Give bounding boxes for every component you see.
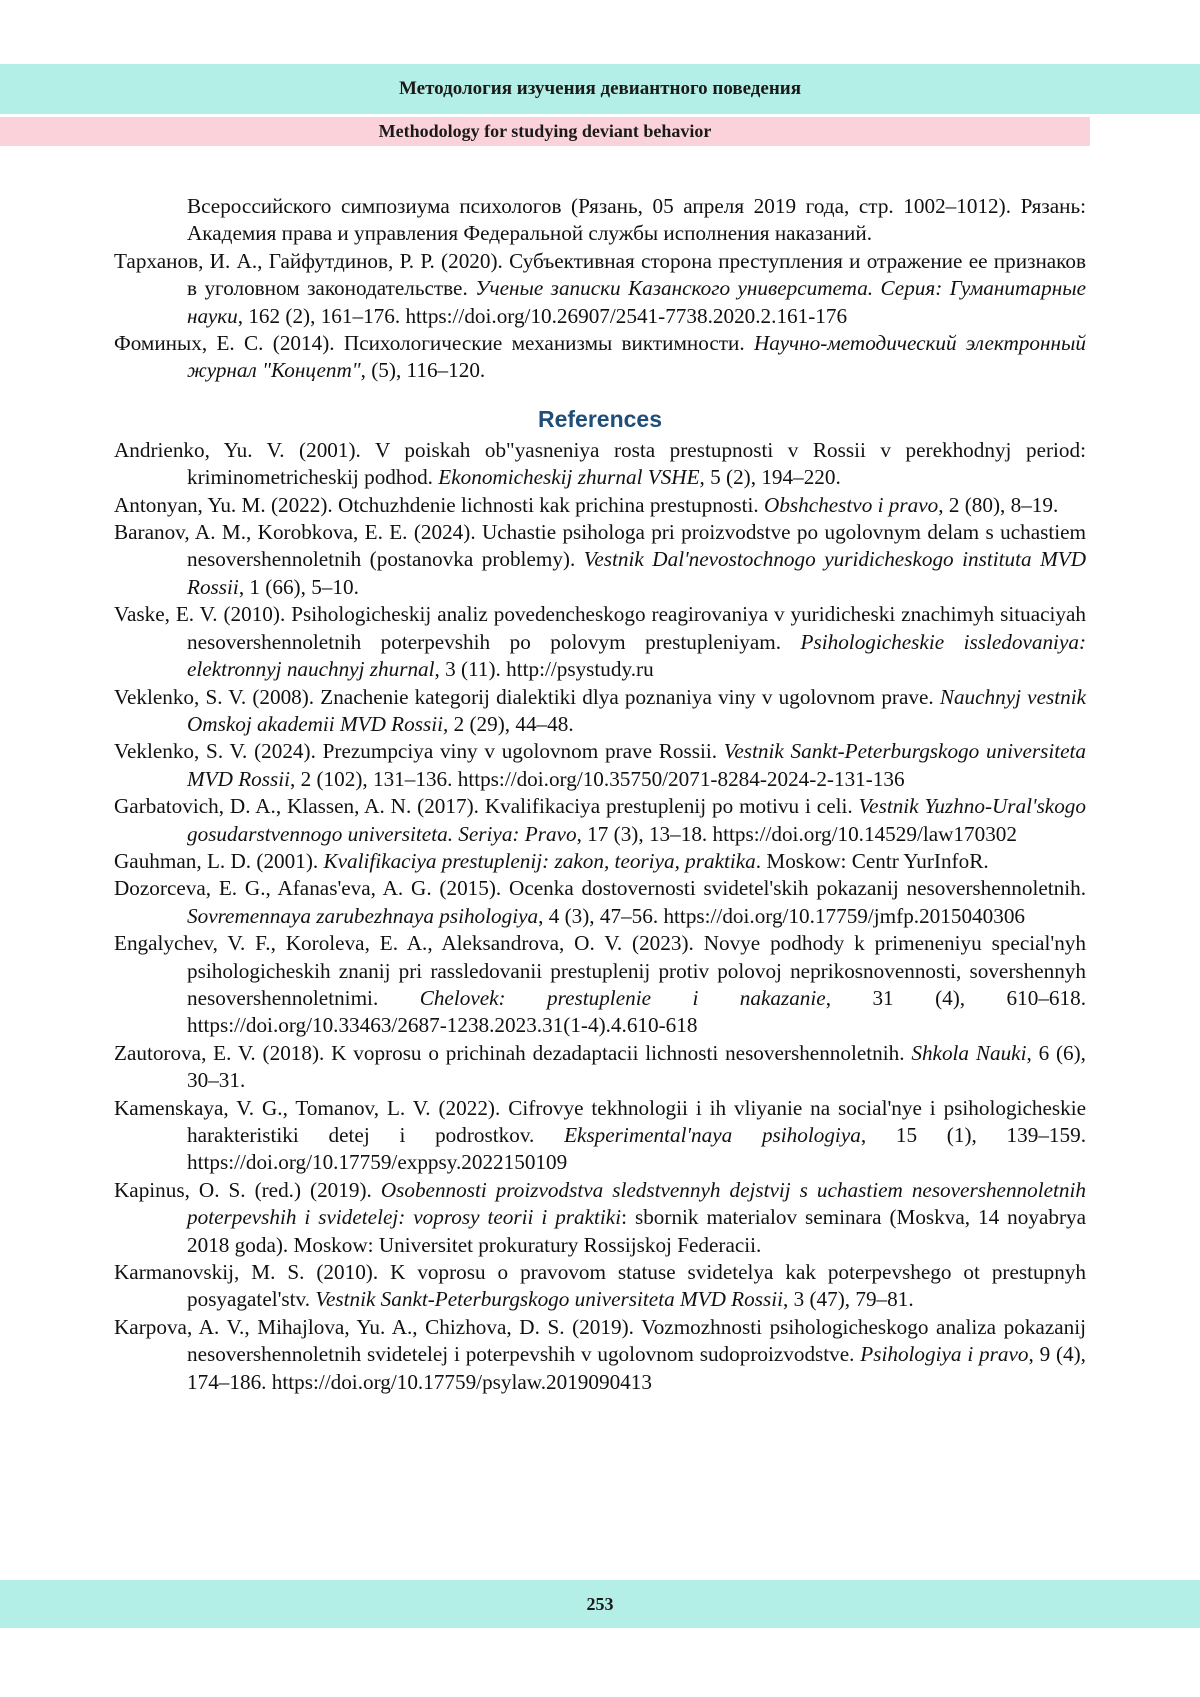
references-heading: References: [537, 405, 663, 432]
reference-details: , (5), 116–120.: [360, 358, 486, 383]
reference-details: , 15 (1), 139–159. https://doi.org/10.17759/exppsy.2022150109: [187, 1123, 1086, 1175]
page-body: [114, 193, 1086, 1396]
reference-details: , 2 (102), 131–136. https://doi.org/10.35750/2071-8284-2024-2-131-136: [290, 766, 905, 791]
reference-details: , 162 (2), 161–176. https://doi.org/10.26907/2541-7738.2020.2.161-176: [237, 303, 848, 328]
reference-details: , 6 (6), 30–31.: [187, 1040, 1086, 1093]
reference-entry: [114, 1177, 1086, 1259]
reference-source: Vestnik Sankt-Peterburgskogo universiteta MVD Rossii: [315, 1287, 783, 1312]
reference-authors: Garbatovich, D. A., Klassen, A. N. (2017). Kvalifikaciya prestuplenij po motivu i celi.: [114, 794, 859, 819]
reference-authors: Gauhman, L. D. (2001).: [114, 848, 324, 873]
reference-authors: Baranov, A. M., Korobkova, E. E. (2024). Uchastie psihologa pri proizvodstve po ugolovnym delam s uchastiem nesovershennoletnih (postanovka problemy).: [114, 520, 1086, 572]
reference-entry: [114, 793, 1086, 848]
russian-reference-list: [114, 248, 1086, 385]
reference-authors: Karpova, A. V., Mihajlova, Yu. A., Chizhova, D. S. (2019). Vozmozhnosti psihologicheskogo analiza pokazanij nesovershennoletnih svidetelej i poterpevshih v ugolovnom sudoproizvodstve.: [114, 1314, 1086, 1367]
reference-entry: [114, 848, 1086, 875]
page-number: 253: [586, 1593, 614, 1614]
reference-entry: [114, 437, 1086, 492]
reference-details: , 5 (2), 194–220.: [699, 465, 841, 490]
reference-source: Psihologicheskie issledovaniya: elektronnyj nauchnyj zhurnal: [187, 629, 1086, 682]
reference-details: , 2 (29), 44–48.: [442, 711, 574, 736]
reference-source: Научно-методический электронный журнал "Концепт": [187, 331, 1086, 383]
reference-entry: [114, 875, 1086, 930]
reference-authors: Тарханов, И. А., Гайфутдинов, Р. Р. (2020). Субъективная сторона преступления и отражение ее признаков в уголовном законодательстве.: [114, 248, 1086, 301]
reference-source: Osobennosti proizvodstva sledstvennyh dejstvij s uchastiem nesovershennoletnih poterpevshih i svidetelej: voprosy teorii i praktiki: [187, 1177, 1086, 1230]
reference-authors: Antonyan, Yu. M. (2022). Otchuzhdenie lichnosti kak prichina prestupnosti.: [114, 492, 765, 517]
footer-band: [0, 1580, 1200, 1628]
reference-details: , 17 (3), 13–18. https://doi.org/10.14529/law170302: [576, 821, 1017, 846]
reference-authors: Фоминых, Е. С. (2014). Психологические механизмы виктимности.: [114, 331, 754, 356]
reference-entry: [114, 330, 1086, 385]
section-title-russian: Методология изучения девиантного поведения: [398, 78, 802, 99]
reference-source: Obshchestvo i pravo: [764, 492, 939, 517]
continued-reference-text: Всероссийского симпозиума психологов (Рязань, 05 апреля 2019 года, стр. 1002–1012). Рязань: Академия права и управления Федеральной службы исполнения наказаний.: [187, 194, 1086, 246]
reference-entry: [114, 248, 1086, 330]
reference-source: Nauchnyj vestnik Omskoj akademii MVD Rossii: [187, 684, 1086, 736]
reference-source: Kvalifikaciya prestuplenij: zakon, teoriya, praktika: [323, 848, 756, 873]
reference-source: Sovremennaya zarubezhnaya psihologiya: [187, 903, 539, 928]
reference-authors: Andrienko, Yu. V. (2001). V poiskah ob"yasneniya rosta prestupnosti v Rossii v perekhodnyj period: kriminometricheskij podhod.: [114, 437, 1086, 490]
reference-source: Ученые записки Казанского университета. Серия: Гуманитарные науки: [187, 276, 1086, 328]
header-band-russian: [0, 64, 1200, 114]
reference-authors: Vaske, E. V. (2010). Psihologicheskij analiz povedencheskogo reagirovaniya v yuridicheski znachimyh situaciyah nesovershennoletnih poterpevshih po polovym prestupleniyam.: [114, 602, 1086, 654]
reference-entry: [114, 930, 1086, 1040]
reference-authors: Dozorceva, E. G., Afanas'eva, A. G. (2015). Ocenka dostovernosti svidetel'skih pokazanij nesovershennoletnih.: [114, 876, 1086, 901]
section-title-english: Methodology for studying deviant behavior: [378, 121, 712, 141]
reference-details: , 4 (3), 47–56. https://doi.org/10.17759/jmfp.2015040306: [538, 903, 1026, 928]
reference-entry: [114, 1259, 1086, 1314]
reference-details: , 31 (4), 610–618. https://doi.org/10.33463/2687-1238.2023.31(1-4).4.610-618: [187, 985, 1086, 1038]
reference-entry: [114, 519, 1086, 601]
reference-details: , 2 (80), 8–19.: [938, 492, 1059, 517]
reference-details: , 1 (66), 5–10.: [238, 574, 359, 599]
reference-authors: Engalychev, V. F., Koroleva, E. A., Aleksandrova, O. V. (2023). Novye podhody k primeneniyu special'nyh psihologicheskih znanij pri rassledovanii prestuplenij protiv polovoj neprikosnovennosti, sovershennyh nesovershennoletnimi.: [114, 931, 1086, 1010]
header-band-english: [0, 117, 1090, 146]
reference-authors: Kapinus, O. S. (red.) (2019).: [114, 1177, 381, 1202]
reference-source: Psihologiya i pravo: [860, 1342, 1029, 1367]
reference-entry: [114, 684, 1086, 739]
reference-details: : sbornik materialov seminara (Moskva, 14 noyabrya 2018 goda). Moskow: Universitet prokuratury Rossijskoj Federacii.: [187, 1205, 1086, 1257]
reference-details: . Moskow: Centr YurInfoR.: [755, 848, 989, 873]
reference-details: , 3 (11). http://psystudy.ru: [434, 657, 654, 682]
reference-entry: [114, 1095, 1086, 1177]
reference-source: Vestnik Yuzhno-Ural'skogo gosudarstvennogo universiteta. Seriya: Pravo: [187, 794, 1086, 846]
reference-source: Shkola Nauki: [911, 1040, 1027, 1065]
continued-reference: [114, 193, 1086, 248]
reference-entry: [114, 1040, 1086, 1095]
reference-source: Vestnik Sankt-Peterburgskogo universiteta MVD Rossii: [187, 739, 1086, 791]
reference-details: , 9 (4), 174–186. https://doi.org/10.17759/psylaw.2019090413: [187, 1342, 1086, 1394]
reference-source: Chelovek: prestuplenie i nakazanie: [419, 985, 826, 1010]
reference-details: , 3 (47), 79–81.: [782, 1287, 914, 1312]
reference-source: Vestnik Dal'nevostochnogo yuridicheskogo instituta MVD Rossii: [187, 547, 1086, 599]
reference-entry: [114, 1314, 1086, 1396]
reference-authors: Veklenko, S. V. (2024). Prezumpciya viny v ugolovnom prave Rossii.: [114, 739, 724, 764]
reference-authors: Karmanovskij, M. S. (2010). K voprosu o pravovom statuse svidetelya kak poterpevshego ot prestupnyh posyagatel'stv.: [114, 1260, 1086, 1312]
reference-entry: [114, 492, 1086, 519]
reference-authors: Kamenskaya, V. G., Tomanov, L. V. (2022). Cifrovye tekhnologii i ih vliyanie na social'nye i psihologicheskie harakteristiki detej i podrostkov.: [114, 1095, 1086, 1147]
reference-authors: Zautorova, E. V. (2018). K voprosu o prichinah dezadaptacii lichnosti nesovershennoletnih.: [114, 1040, 912, 1065]
reference-entry: [114, 601, 1086, 683]
reference-list: [114, 437, 1086, 1396]
reference-source: Eksperimental'naya psihologiya: [564, 1123, 861, 1147]
reference-entry: [114, 738, 1086, 793]
reference-source: Ekonomicheskij zhurnal VSHE: [438, 465, 700, 490]
reference-authors: Veklenko, S. V. (2008). Znachenie kategorij dialektiki dlya poznaniya viny v ugolovnom prave.: [114, 684, 940, 709]
